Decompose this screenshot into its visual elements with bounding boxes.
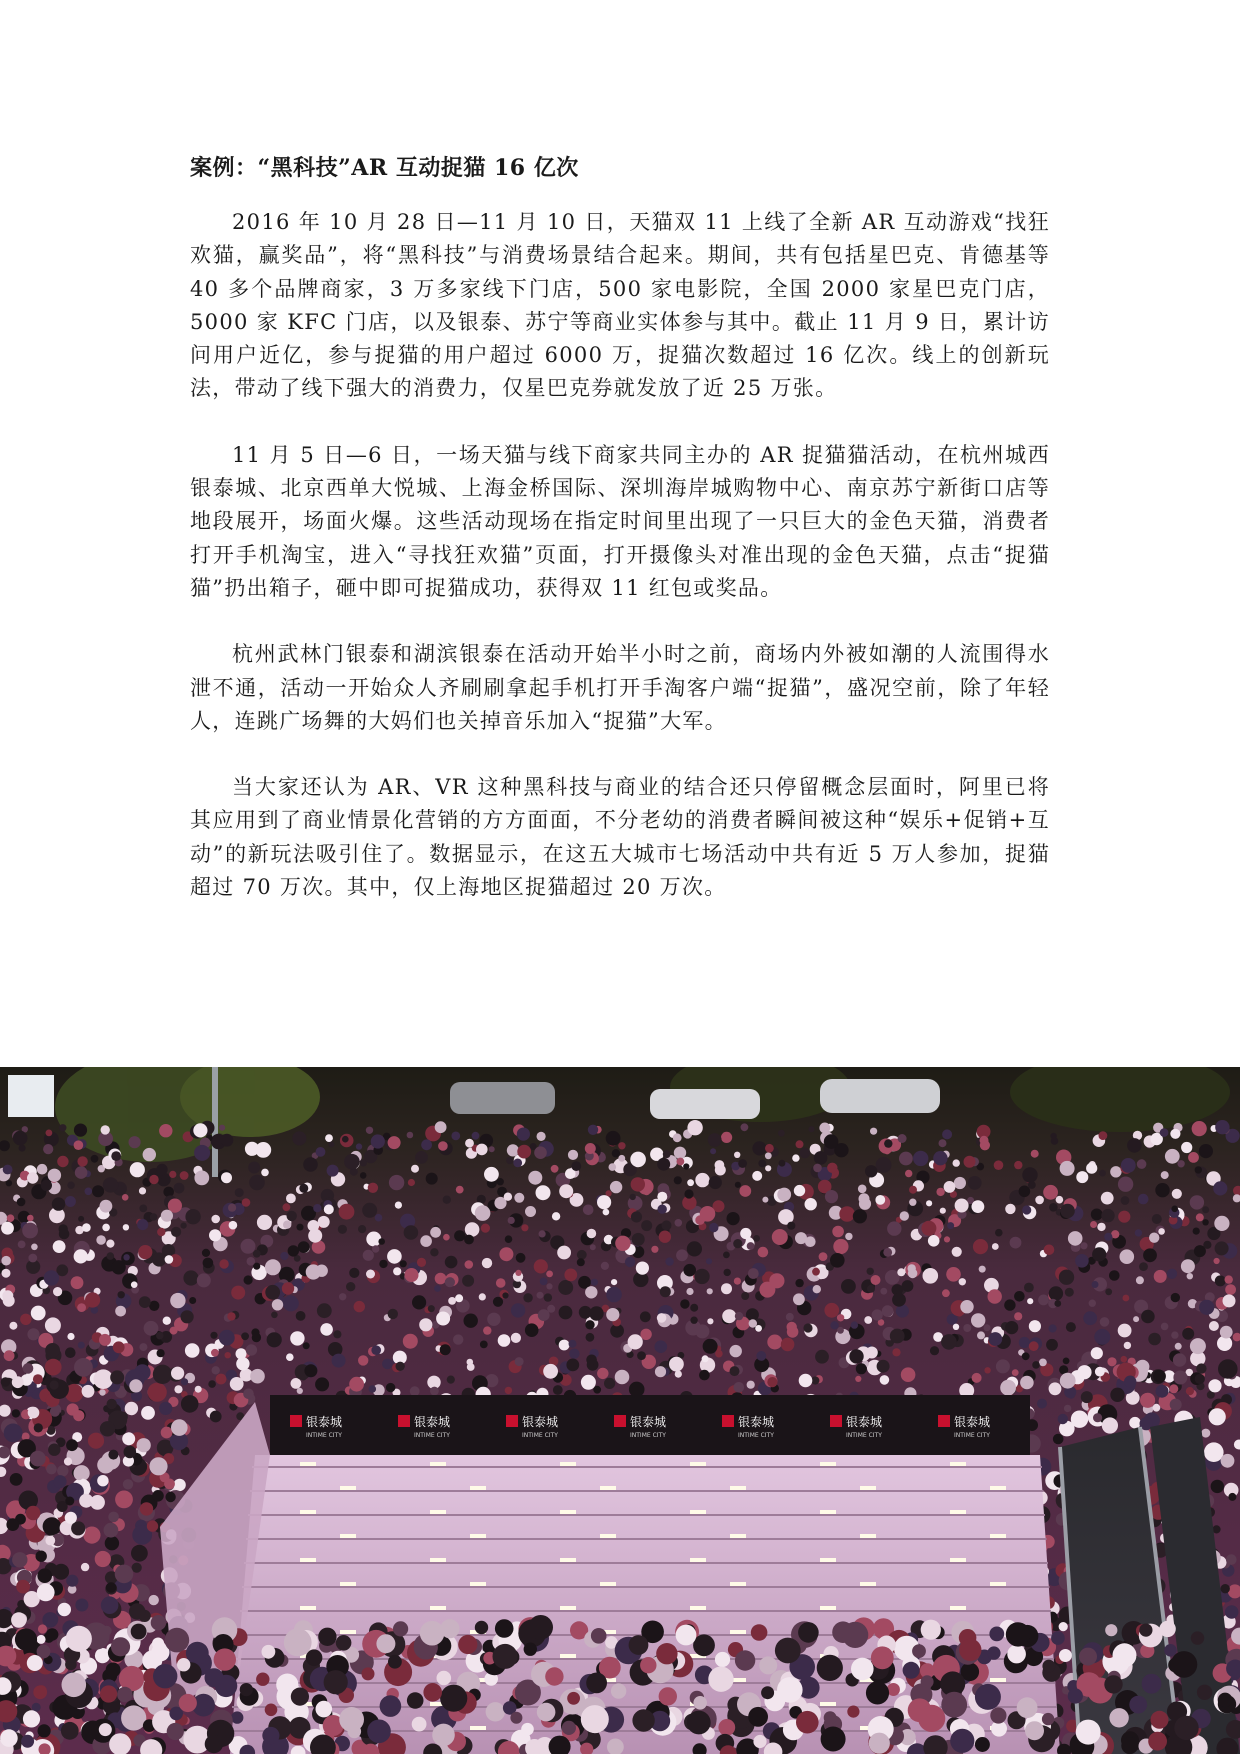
svg-text:INTIME CITY: INTIME CITY [414, 1432, 450, 1439]
svg-text:INTIME CITY: INTIME CITY [522, 1432, 558, 1439]
svg-text:INTIME CITY: INTIME CITY [954, 1432, 990, 1439]
svg-text:银泰城: 银泰城 [846, 1415, 883, 1429]
billboard [8, 1075, 54, 1117]
svg-text:银泰城: 银泰城 [630, 1415, 667, 1429]
paragraph-4: 当大家还认为 AR、VR 这种黑科技与商业的结合还只停留概念层面时，阿里已将其应用到了商业情景化营销的方方面面，不分老幼的消费者瞬间被这种“娱乐+促销+互动”的新玩法吸引住了。数据显示，在这五大城市七场活动中共有近 5 万人参加，捉猫超过 70 万次。其中，仅上海地区捉猫超过 20 万次。 [190, 775, 1050, 900]
article-title: 案例：“黑科技”AR 互动捉猫 16 亿次 [190, 155, 579, 181]
svg-text:银泰城: 银泰城 [306, 1415, 343, 1429]
svg-text:INTIME CITY: INTIME CITY [630, 1432, 666, 1439]
article [190, 150, 1050, 937]
svg-text:INTIME CITY: INTIME CITY [738, 1432, 774, 1439]
crowd-photo-illustration [0, 1067, 1240, 1754]
event-crowd-photo [0, 1067, 1240, 1754]
paragraph-2: 11 月 5 日—6 日，一场天猫与线下商家共同主办的 AR 捉猫猫活动，在杭州城西银泰城、北京西单大悦城、上海金桥国际、深圳海岸城购物中心、南京苏宁新街口店等地段展开，场面火爆。这些活动现场在指定时间里出现了一只巨大的金色天猫，消费者打开手机淘宝，进入“寻找狂欢猫”页面，打开摄像头对准出现的金色天猫，点击“捉猫猫”扔出箱子，砸中即可捉猫成功，获得双 11 红包或奖品。 [190, 442, 1050, 600]
svg-text:INTIME CITY: INTIME CITY [846, 1432, 882, 1439]
barrier-banners [270, 1395, 1030, 1455]
paragraph-1: 2016 年 10 月 28 日—11 月 10 日，天猫双 11 上线了全新 AR 互动游戏“找狂欢猫，赢奖品”，将“黑科技”与消费场景结合起来。期间，共有包括星巴克、肯德基等 40 多个品牌商家，3 万多家线下门店，500 家电影院，全国 2000 家星巴克门店，5000 家 KFC 门店，以及银泰、苏宁等商业实体参与其中。截止 11 月 9 日，累计访问用户近亿，参与捉猫的用户超过 6000 万，捉猫次数超过 16 亿次。线上的创新玩法，带动了线下强大的消费力，仅星巴克券就发放了近 25 万张。 [190, 210, 1050, 401]
svg-text:银泰城: 银泰城 [414, 1415, 451, 1429]
svg-text:银泰城: 银泰城 [522, 1415, 559, 1429]
svg-text:银泰城: 银泰城 [738, 1415, 775, 1429]
paragraph-3: 杭州武林门银泰和湖滨银泰在活动开始半小时之前，商场内外被如潮的人流围得水泄不通，活动一开始众人齐刷刷拿起手机打开手淘客户端“捉猫”，盛况空前，除了年轻人，连跳广场舞的大妈们也关掉音乐加入“捉猫”大军。 [190, 642, 1050, 733]
svg-text:银泰城: 银泰城 [954, 1415, 991, 1429]
svg-text:INTIME CITY: INTIME CITY [306, 1432, 342, 1439]
lamp-post [212, 1067, 218, 1177]
